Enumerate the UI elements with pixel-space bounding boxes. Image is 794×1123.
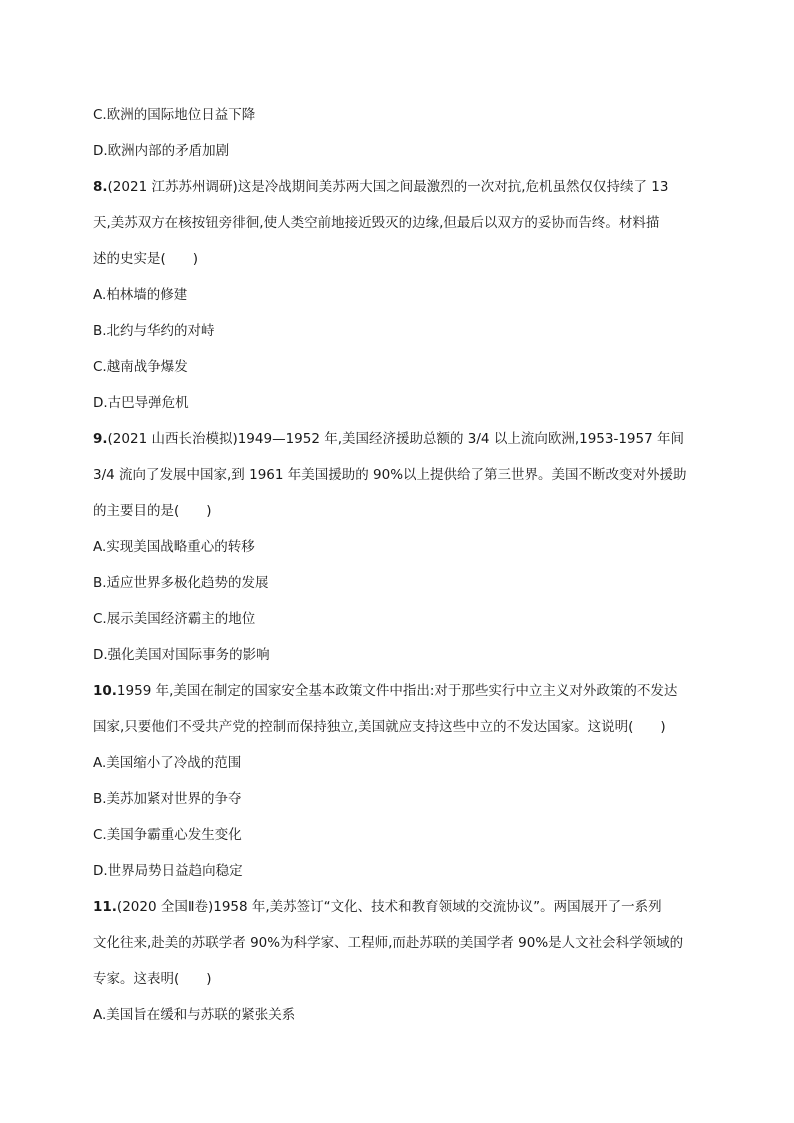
prev-option-c: C.欧洲的国际地位日益下降 [93, 107, 256, 123]
question-8-number: 8. [93, 179, 108, 195]
question-9-number: 9. [93, 431, 108, 447]
question-9-option-a: A.实现美国战略重心的转移 [93, 539, 255, 555]
question-10-line-1 [93, 681, 713, 701]
question-9-line-3: 的主要目的是( ) [93, 503, 212, 519]
question-8-line-3: 述的史实是( ) [93, 251, 199, 267]
question-10-option-a: A.美国缩小了冷战的范围 [93, 755, 242, 771]
question-9-stem-1: (2021 山西长治模拟)1949—1952 年,美国经济援助总额的 3/4 以上流向欧洲,1953-1957 年间 [107, 431, 684, 447]
prev-option-d: D.欧洲内部的矛盾加剧 [93, 143, 230, 159]
question-8-option-c: C.越南战争爆发 [93, 359, 188, 375]
question-9-line-2: 3/4 流向了发展中国家,到 1961 年美国援助的 90%以上提供给了第三世界。美国不断改变对外援助 [93, 467, 687, 483]
question-8-line-2: 天,美苏双方在核按钮旁徘徊,使人类空前地接近毁灭的边缘,但最后以双方的妥协而告终。材料描 [93, 215, 660, 231]
question-11-stem-1: (2020 全国Ⅱ卷)1958 年,美苏签订“文化、技术和教育领域的交流协议”。两国展开了一系列 [116, 899, 662, 915]
question-8-line-1 [93, 177, 713, 197]
question-9-option-b: B.适应世界多极化趋势的发展 [93, 575, 269, 591]
question-9-option-c: C.展示美国经济霸主的地位 [93, 611, 256, 627]
question-10-stem-1: 1959 年,美国在制定的国家安全基本政策文件中指出:对于那些实行中立主义对外政策的不发达 [116, 683, 678, 699]
question-11-number: 11. [93, 899, 117, 915]
question-8-option-d: D.古巴导弹危机 [93, 395, 189, 411]
question-10-number: 10. [93, 683, 117, 699]
question-11-line-1 [93, 897, 713, 917]
question-11-line-2: 文化往来,赴美的苏联学者 90%为科学家、工程师,而赴苏联的美国学者 90%是人文社会科学领域的 [93, 935, 684, 951]
question-11-option-a: A.美国旨在缓和与苏联的紧张关系 [93, 1007, 296, 1023]
question-10-option-b: B.美苏加紧对世界的争夺 [93, 791, 242, 807]
question-10-line-2: 国家,只要他们不受共产党的控制而保持独立,美国就应支持这些中立的不发达国家。这说明( ) [93, 719, 666, 735]
question-10-option-c: C.美国争霸重心发生变化 [93, 827, 242, 843]
question-8-option-b: B.北约与华约的对峙 [93, 323, 215, 339]
question-8-stem-1: (2021 江苏苏州调研)这是冷战期间美苏两大国之间最激烈的一次对抗,危机虽然仅仅持续了 13 [107, 179, 669, 195]
question-10-option-d: D.世界局势日益趋向稳定 [93, 863, 243, 879]
question-8-option-a: A.柏林墙的修建 [93, 287, 188, 303]
question-9-option-d: D.强化美国对国际事务的影响 [93, 647, 270, 663]
question-11-line-3: 专家。这表明( ) [93, 971, 212, 987]
question-9-line-1 [93, 429, 713, 449]
